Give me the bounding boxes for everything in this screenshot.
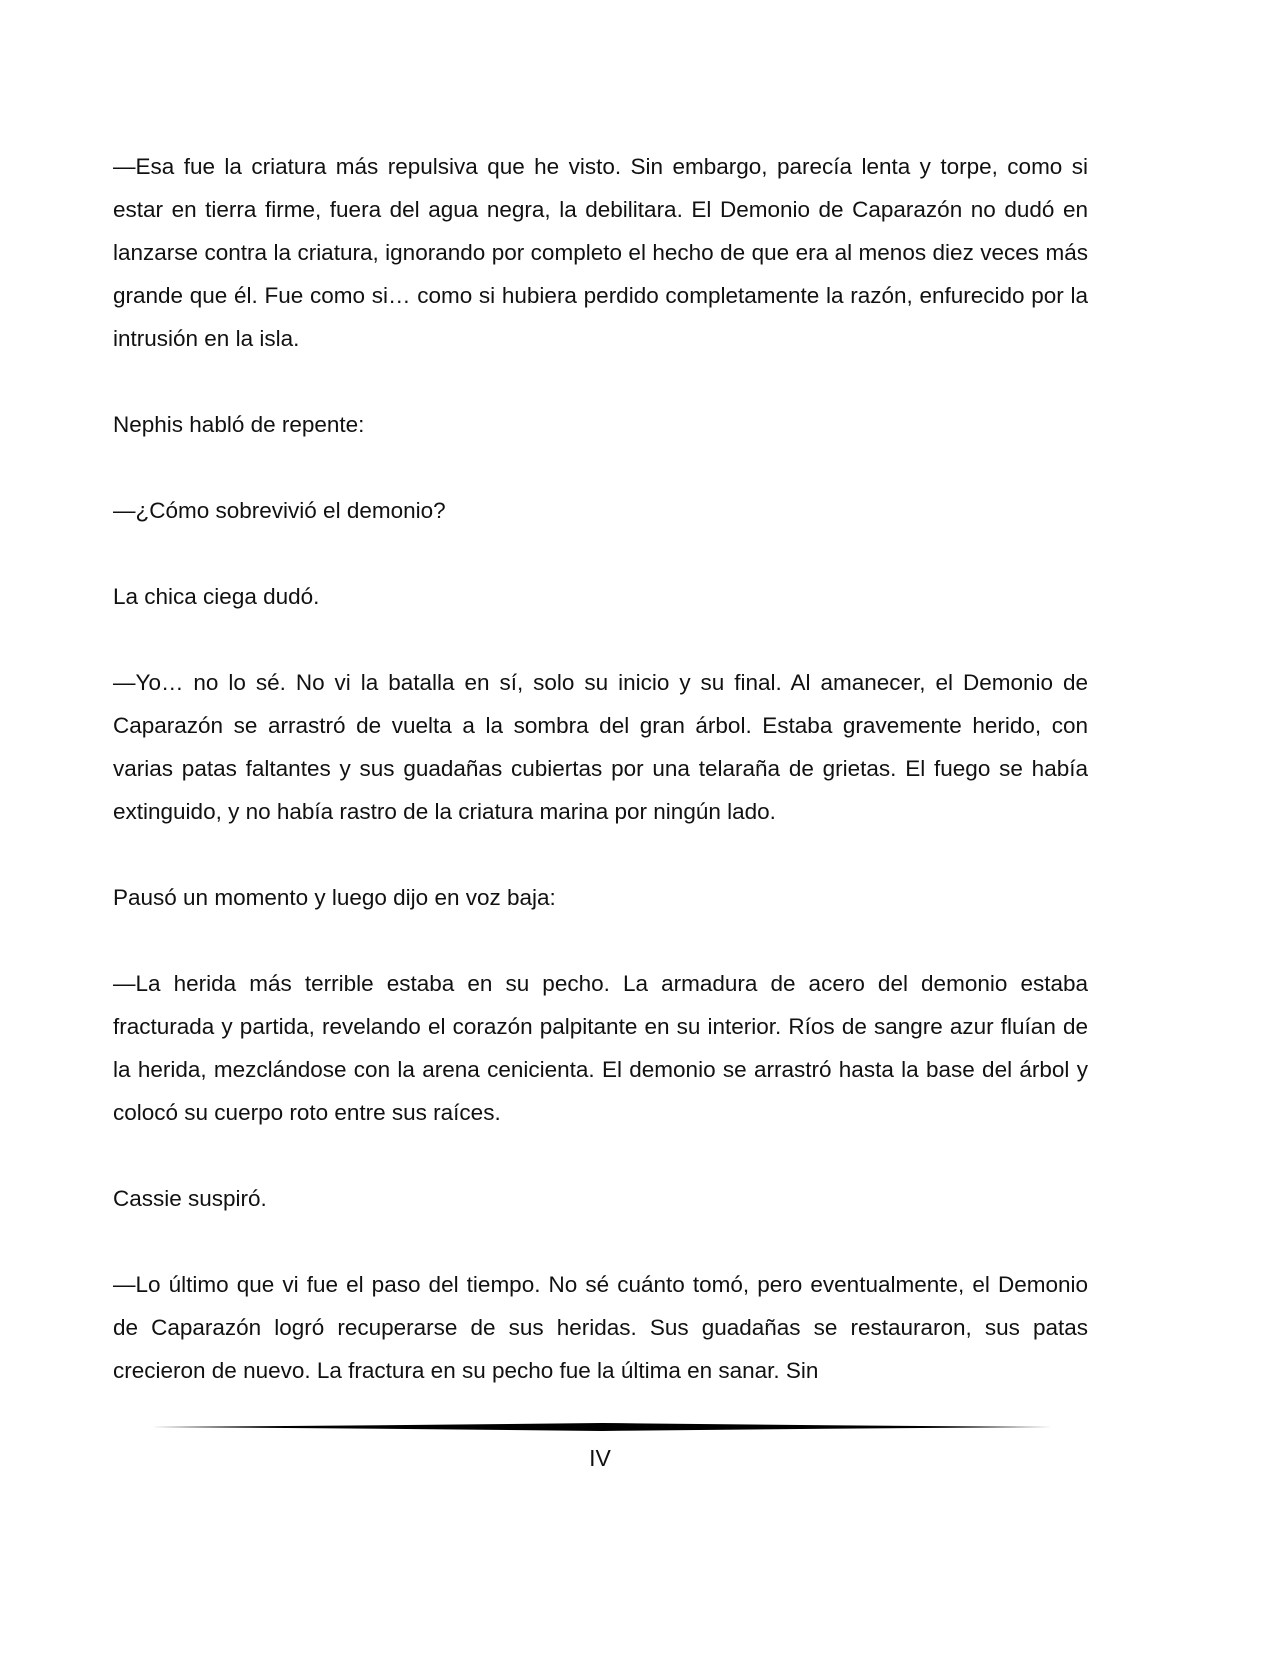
paragraph-4: La chica ciega dudó. [113, 584, 320, 609]
paragraph-7: —La herida más terrible estaba en su pecho. La armadura de acero del demonio estaba fracturada y partida, revelando el corazón palpitante en su interior. Ríos de sangre azur fluían de la herida, mezclándose con la arena cenicienta. El demonio se arrastró hasta la base del árbol y colocó su cuerpo roto entre sus raíces. [113, 971, 1088, 1125]
paragraph-9: —Lo último que vi fue el paso del tiempo. No sé cuánto tomó, pero eventualmente, el Demonio de Caparazón logró recuperarse de sus heridas. Sus guadañas se restauraron, sus patas crecieron de nuevo. La fractura en su pecho fue la última en sanar. Sin [113, 1272, 1088, 1383]
paragraph-2: Nephis habló de repente: [113, 412, 365, 437]
paragraph-3: —¿Cómo sobrevivió el demonio? [113, 498, 446, 523]
paragraph-1: —Esa fue la criatura más repulsiva que he visto. Sin embargo, parecía lenta y torpe, como si estar en tierra firme, fuera del agua negra, la debilitara. El Demonio de Caparazón no dudó en lanzarse contra la criatura, ignorando por completo el hecho de que era al menos diez veces más grande que él. Fue como si… como si hubiera perdido completamente la razón, enfurecido por la intrusión en la isla. [113, 154, 1088, 351]
paragraph-8: Cassie suspiró. [113, 1186, 267, 1211]
page-number: IV [589, 1445, 611, 1471]
paragraph-6: Pausó un momento y luego dijo en voz baja: [113, 885, 556, 910]
paragraph-5: —Yo… no lo sé. No vi la batalla en sí, solo su inicio y su final. Al amanecer, el Demonio de Caparazón se arrastró de vuelta a la sombra del gran árbol. Estaba gravemente herido, con varias patas faltantes y sus guadañas cubiertas por una telaraña de grietas. El fuego se había extinguido, y no había rastro de la criatura marina por ningún lado. [113, 670, 1088, 824]
footer-divider [152, 1420, 1052, 1434]
page-body [113, 145, 1088, 1435]
